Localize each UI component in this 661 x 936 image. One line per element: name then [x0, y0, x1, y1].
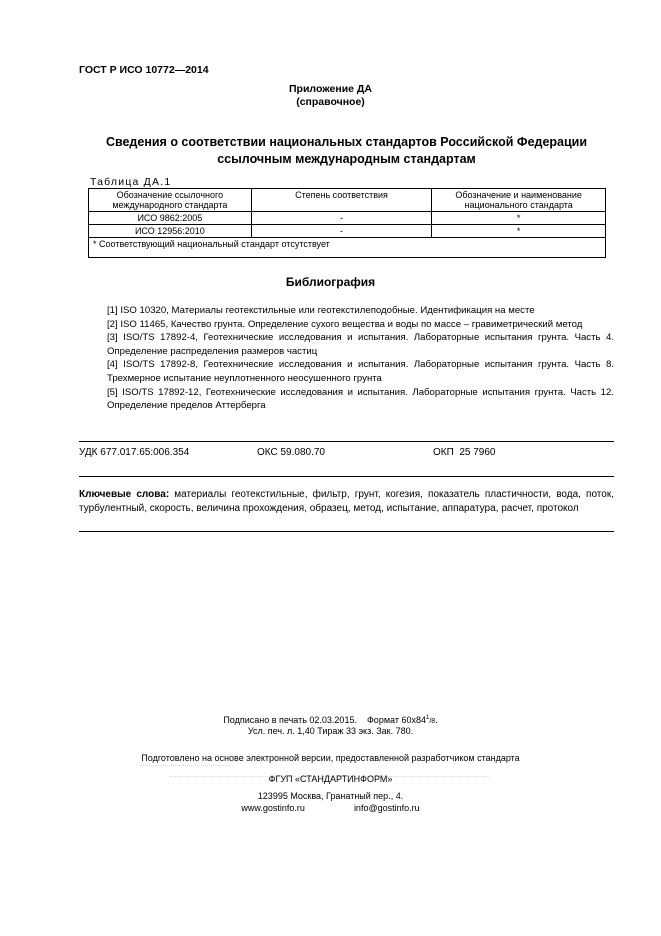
table-cell: *: [432, 212, 606, 225]
table-cell: *: [432, 225, 606, 238]
bibliography-entry: [3] ISO/TS 17892-4, Геотехнические исследования и испытания. Лабораторные испытания грунта. Часть 4. Определение распределения размеров частиц: [107, 332, 614, 357]
imprint-publisher: ФГУП «СТАНДАРТИНФОРМ»: [268, 774, 393, 784]
imprint-contacts: [0, 803, 661, 815]
imprint-print-info: Усл. печ. л. 1,40 Тираж 33 экз. Зак. 780.: [247, 726, 414, 736]
table-row: [89, 225, 606, 238]
imprint-email[interactable]: info@gostinfo.ru: [353, 803, 420, 813]
imprint-format-label: Формат 60х84: [366, 715, 426, 725]
table-note-row: [89, 238, 606, 258]
main-title-line-1: Сведения о соответствии национальных стандартов Российской Федерации: [105, 135, 588, 149]
table-cell: -: [251, 225, 432, 238]
bibliography-title: Библиография: [285, 275, 376, 289]
keywords-block: [79, 488, 614, 515]
appendix-subtitle: (справочное): [296, 96, 365, 108]
bibliography-entry: [5] ISO/TS 17892-12, Геотехнические исследования и испытания. Лабораторные испытания грунта. Часть 12. Определение пределов Аттерберга: [107, 386, 614, 412]
oks-code: ОКС 59.080.70: [257, 447, 325, 458]
divider-top: [79, 441, 614, 442]
table-note: * Соответствующий национальный стандарт отсутствует: [89, 238, 606, 258]
imprint-format-sub: /8: [429, 718, 436, 725]
imprint-signed: Подписано в печать 02.03.2015.: [223, 715, 357, 725]
bibliography-entry: [1] ISO 10320, Материалы геотекстильные или геотекстилеподобные. Идентификация на месте: [107, 305, 535, 316]
table-header-row: [89, 189, 606, 212]
table-cell: -: [251, 212, 432, 225]
main-title-line-2: ссылочным международным стандартам: [217, 152, 476, 166]
table-header-cell: Обозначение и наименование национального стандарта: [432, 189, 606, 212]
imprint-format-sup: 1: [425, 715, 430, 721]
document-code: ГОСТ Р ИСО 10772—2014: [79, 64, 209, 76]
imprint-prepared: Подготовлено на основе электронной версии, предоставленной разработчиком стандарта: [141, 753, 520, 763]
udk-code: УДК 677.017.65:006.354: [79, 447, 190, 458]
table-cell: ИСО 9862:2005: [89, 212, 252, 225]
table-row: [89, 212, 606, 225]
table-label: Таблица ДА.1: [90, 176, 172, 188]
table-header-cell: Обозначение ссылочного международного стандарта: [89, 189, 252, 212]
keywords-text: материалы геотекстильные, фильтр, грунт, когезия, показатель пластичности, вода, поток, турбулентный, скорость, величина прохождения, образец, метод, испытание, аппаратура, расчет, протокол: [79, 489, 614, 514]
okp-code: ОКП 25 7960: [433, 447, 496, 458]
divider-bottom: [79, 531, 614, 532]
table-cell: ИСО 12956:2010: [89, 225, 252, 238]
table-header-cell: Степень соответствия: [251, 189, 432, 212]
divider-middle: [79, 476, 614, 477]
faint-line: [140, 765, 230, 766]
main-title: [80, 134, 613, 168]
bibliography-entry: [2] ISO 11465, Качество грунта. Определение сухого вещества и воды по массе – гравиметрический метод: [107, 318, 583, 330]
appendix-title: Приложение ДА: [289, 83, 372, 95]
keywords-paragraph: [79, 488, 614, 515]
imprint-address: 123995 Москва, Гранатный пер., 4.: [257, 791, 404, 801]
imprint-website[interactable]: www.gostinfo.ru: [241, 803, 305, 813]
bibliography-list: [107, 304, 614, 413]
keywords-label: Ключевые слова:: [79, 489, 170, 500]
correspondence-table: [88, 188, 606, 258]
bibliography-entry: [4] ISO/TS 17892-8, Геотехнические исследования и испытания. Лабораторные испытания грунта. Часть 8. Трехмерное испытание неуплотненного неосушенного грунта: [107, 359, 614, 384]
imprint-format: Формат $60х84^1/8$.: [366, 715, 438, 725]
